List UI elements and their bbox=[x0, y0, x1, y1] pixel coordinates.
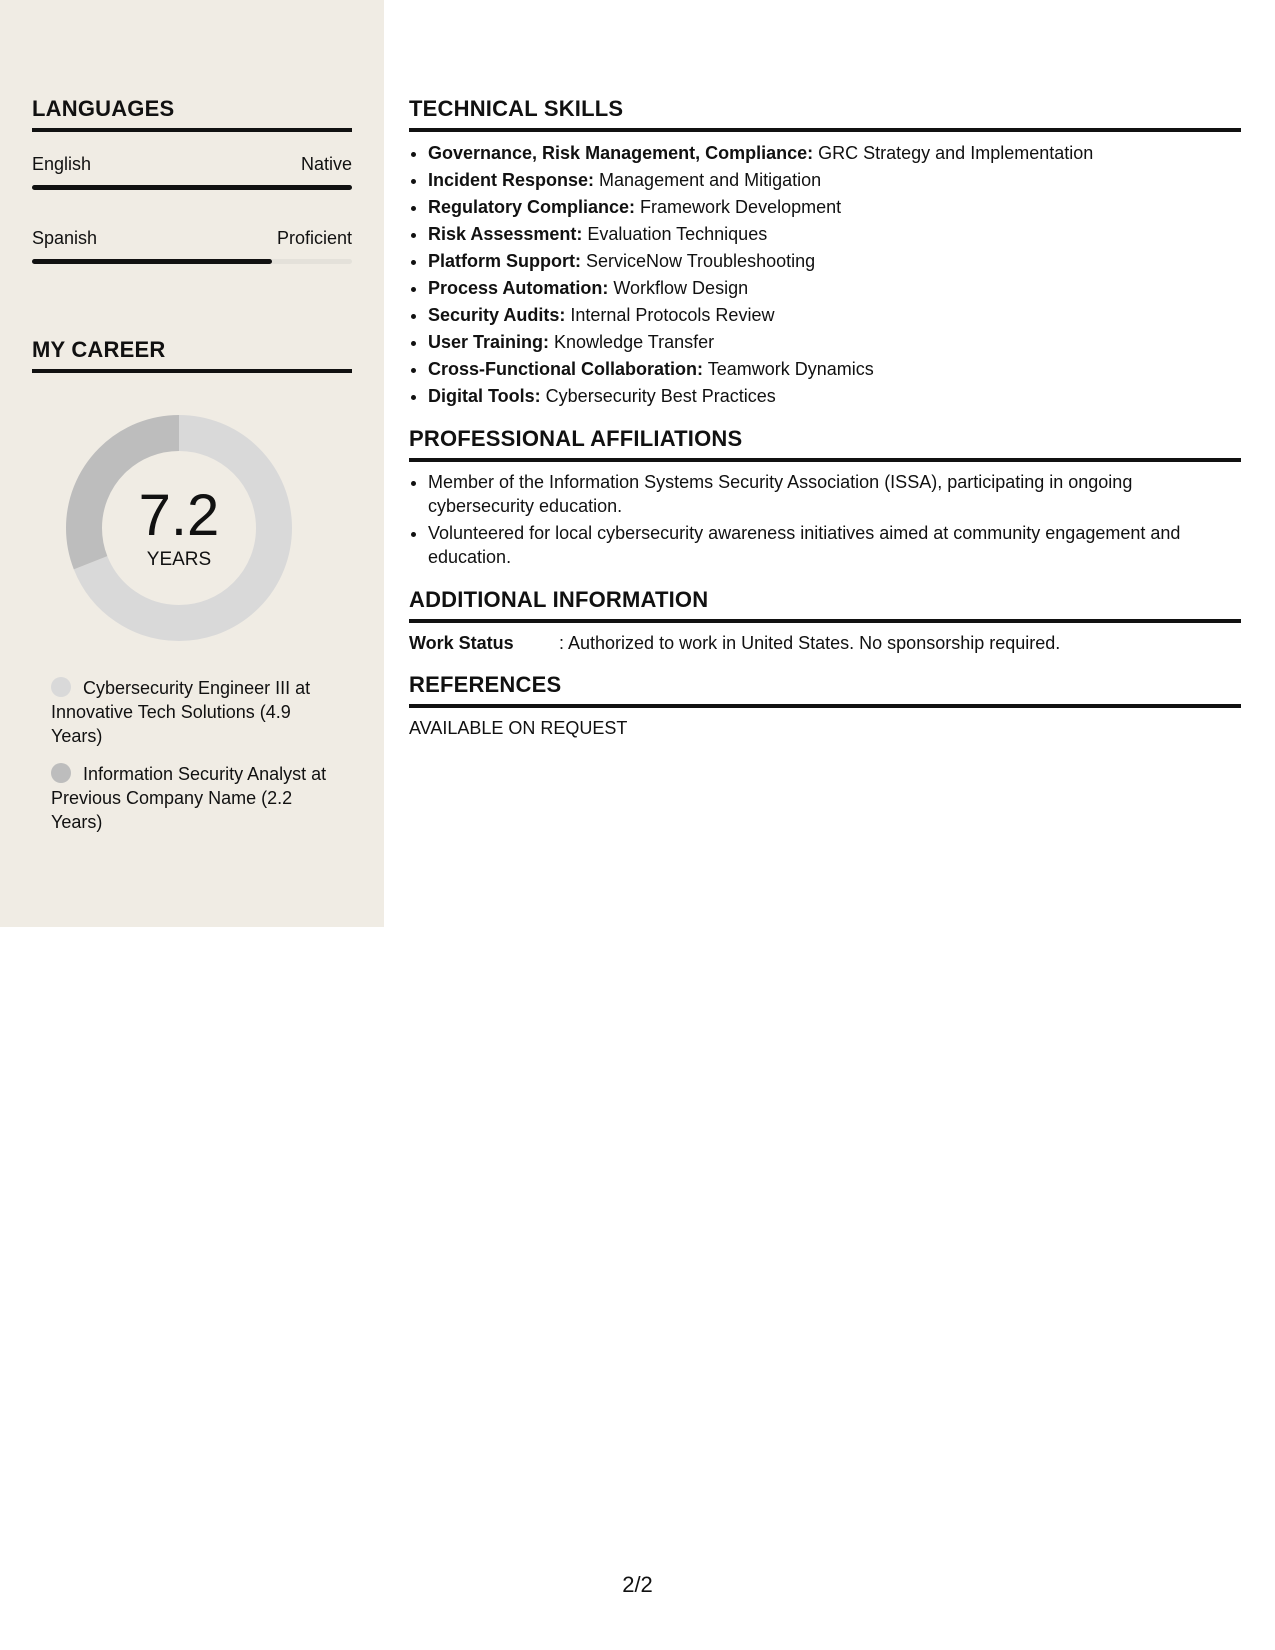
affiliations-list bbox=[409, 470, 1241, 569]
career-donut-chart bbox=[66, 415, 292, 641]
additional-info-section bbox=[409, 587, 1241, 654]
skill-desc: GRC Strategy and Implementation bbox=[813, 143, 1094, 163]
work-status-label: Work Status bbox=[409, 633, 514, 653]
language-item-spanish bbox=[32, 228, 352, 264]
work-status-row bbox=[409, 633, 1241, 654]
additional-info-title: ADDITIONAL INFORMATION bbox=[409, 587, 1241, 623]
skill-term: Regulatory Compliance: bbox=[428, 197, 636, 217]
skill-term: Security Audits: bbox=[428, 305, 566, 325]
skill-desc: Management and Mitigation bbox=[594, 170, 822, 190]
career-legend-label: Cybersecurity Engineer III at Innovative Tech Solutions (4.9 Years) bbox=[51, 678, 311, 746]
list-item bbox=[428, 248, 1241, 275]
skill-desc: Workflow Design bbox=[608, 278, 749, 298]
career-legend-item bbox=[51, 676, 331, 748]
references-text: AVAILABLE ON REQUEST bbox=[409, 718, 628, 738]
affiliations-title: PROFESSIONAL AFFILIATIONS bbox=[409, 426, 1241, 462]
page-number: 2/2 bbox=[622, 1572, 653, 1597]
language-item-english bbox=[32, 154, 352, 190]
skill-desc: Teamwork Dynamics bbox=[703, 359, 874, 379]
list-item bbox=[428, 383, 1241, 410]
references-section bbox=[409, 672, 1241, 739]
sidebar bbox=[0, 0, 384, 927]
career-legend-item bbox=[51, 762, 331, 834]
list-item bbox=[428, 221, 1241, 248]
skill-term: Process Automation: bbox=[428, 278, 609, 298]
language-bar bbox=[32, 185, 352, 190]
skill-desc: Cybersecurity Best Practices bbox=[540, 386, 776, 406]
career-total-value: 7.2 bbox=[138, 483, 220, 548]
skill-term: Risk Assessment: bbox=[428, 224, 583, 244]
main-content bbox=[409, 96, 1241, 749]
career-section bbox=[32, 337, 352, 373]
affiliations-section bbox=[409, 426, 1241, 569]
list-item bbox=[428, 140, 1241, 167]
legend-dot-icon bbox=[51, 763, 71, 783]
work-status-value: : Authorized to work in United States. No sponsorship required. bbox=[559, 633, 1061, 653]
technical-skills-list bbox=[409, 140, 1241, 410]
list-item bbox=[428, 356, 1241, 383]
skill-term: Platform Support: bbox=[428, 251, 581, 271]
list-item bbox=[428, 167, 1241, 194]
legend-dot-icon bbox=[51, 677, 71, 697]
skill-term: Incident Response: bbox=[428, 170, 595, 190]
languages-title: LANGUAGES bbox=[32, 96, 352, 132]
skill-desc: ServiceNow Troubleshooting bbox=[581, 251, 816, 271]
technical-skills-title: TECHNICAL SKILLS bbox=[409, 96, 1241, 132]
career-legend bbox=[51, 676, 331, 848]
list-item bbox=[428, 302, 1241, 329]
list-item: • Member of the Information Systems Security Association (ISSA), participating in ongoing cybersecurity education. bbox=[428, 470, 1241, 518]
list-item bbox=[428, 329, 1241, 356]
language-level: Proficient bbox=[276, 228, 352, 248]
language-level: Native bbox=[300, 154, 352, 174]
language-name: Spanish bbox=[32, 228, 98, 248]
career-total-unit: YEARS bbox=[146, 549, 212, 570]
technical-skills-section bbox=[409, 96, 1241, 410]
skill-term: Digital Tools: bbox=[428, 386, 541, 406]
references-title: REFERENCES bbox=[409, 672, 1241, 708]
career-title: MY CAREER bbox=[32, 337, 352, 373]
list-item bbox=[428, 194, 1241, 221]
language-bar-fill bbox=[32, 185, 352, 190]
skill-term: Cross-Functional Collaboration: bbox=[428, 359, 704, 379]
skill-desc: Internal Protocols Review bbox=[565, 305, 775, 325]
list-item bbox=[428, 275, 1241, 302]
skill-desc: Framework Development bbox=[635, 197, 842, 217]
skill-term: Governance, Risk Management, Compliance: bbox=[428, 143, 814, 163]
list-item: • Volunteered for local cybersecurity awareness initiatives aimed at community engagement and education. bbox=[428, 521, 1241, 569]
language-bar bbox=[32, 259, 352, 264]
skill-desc: Evaluation Techniques bbox=[582, 224, 768, 244]
career-legend-label: Information Security Analyst at Previous Company Name (2.2 Years) bbox=[51, 764, 327, 832]
language-name: English bbox=[32, 154, 92, 174]
skill-desc: Knowledge Transfer bbox=[549, 332, 715, 352]
languages-section bbox=[32, 96, 352, 264]
language-bar-fill bbox=[32, 259, 272, 264]
skill-term: User Training: bbox=[428, 332, 550, 352]
